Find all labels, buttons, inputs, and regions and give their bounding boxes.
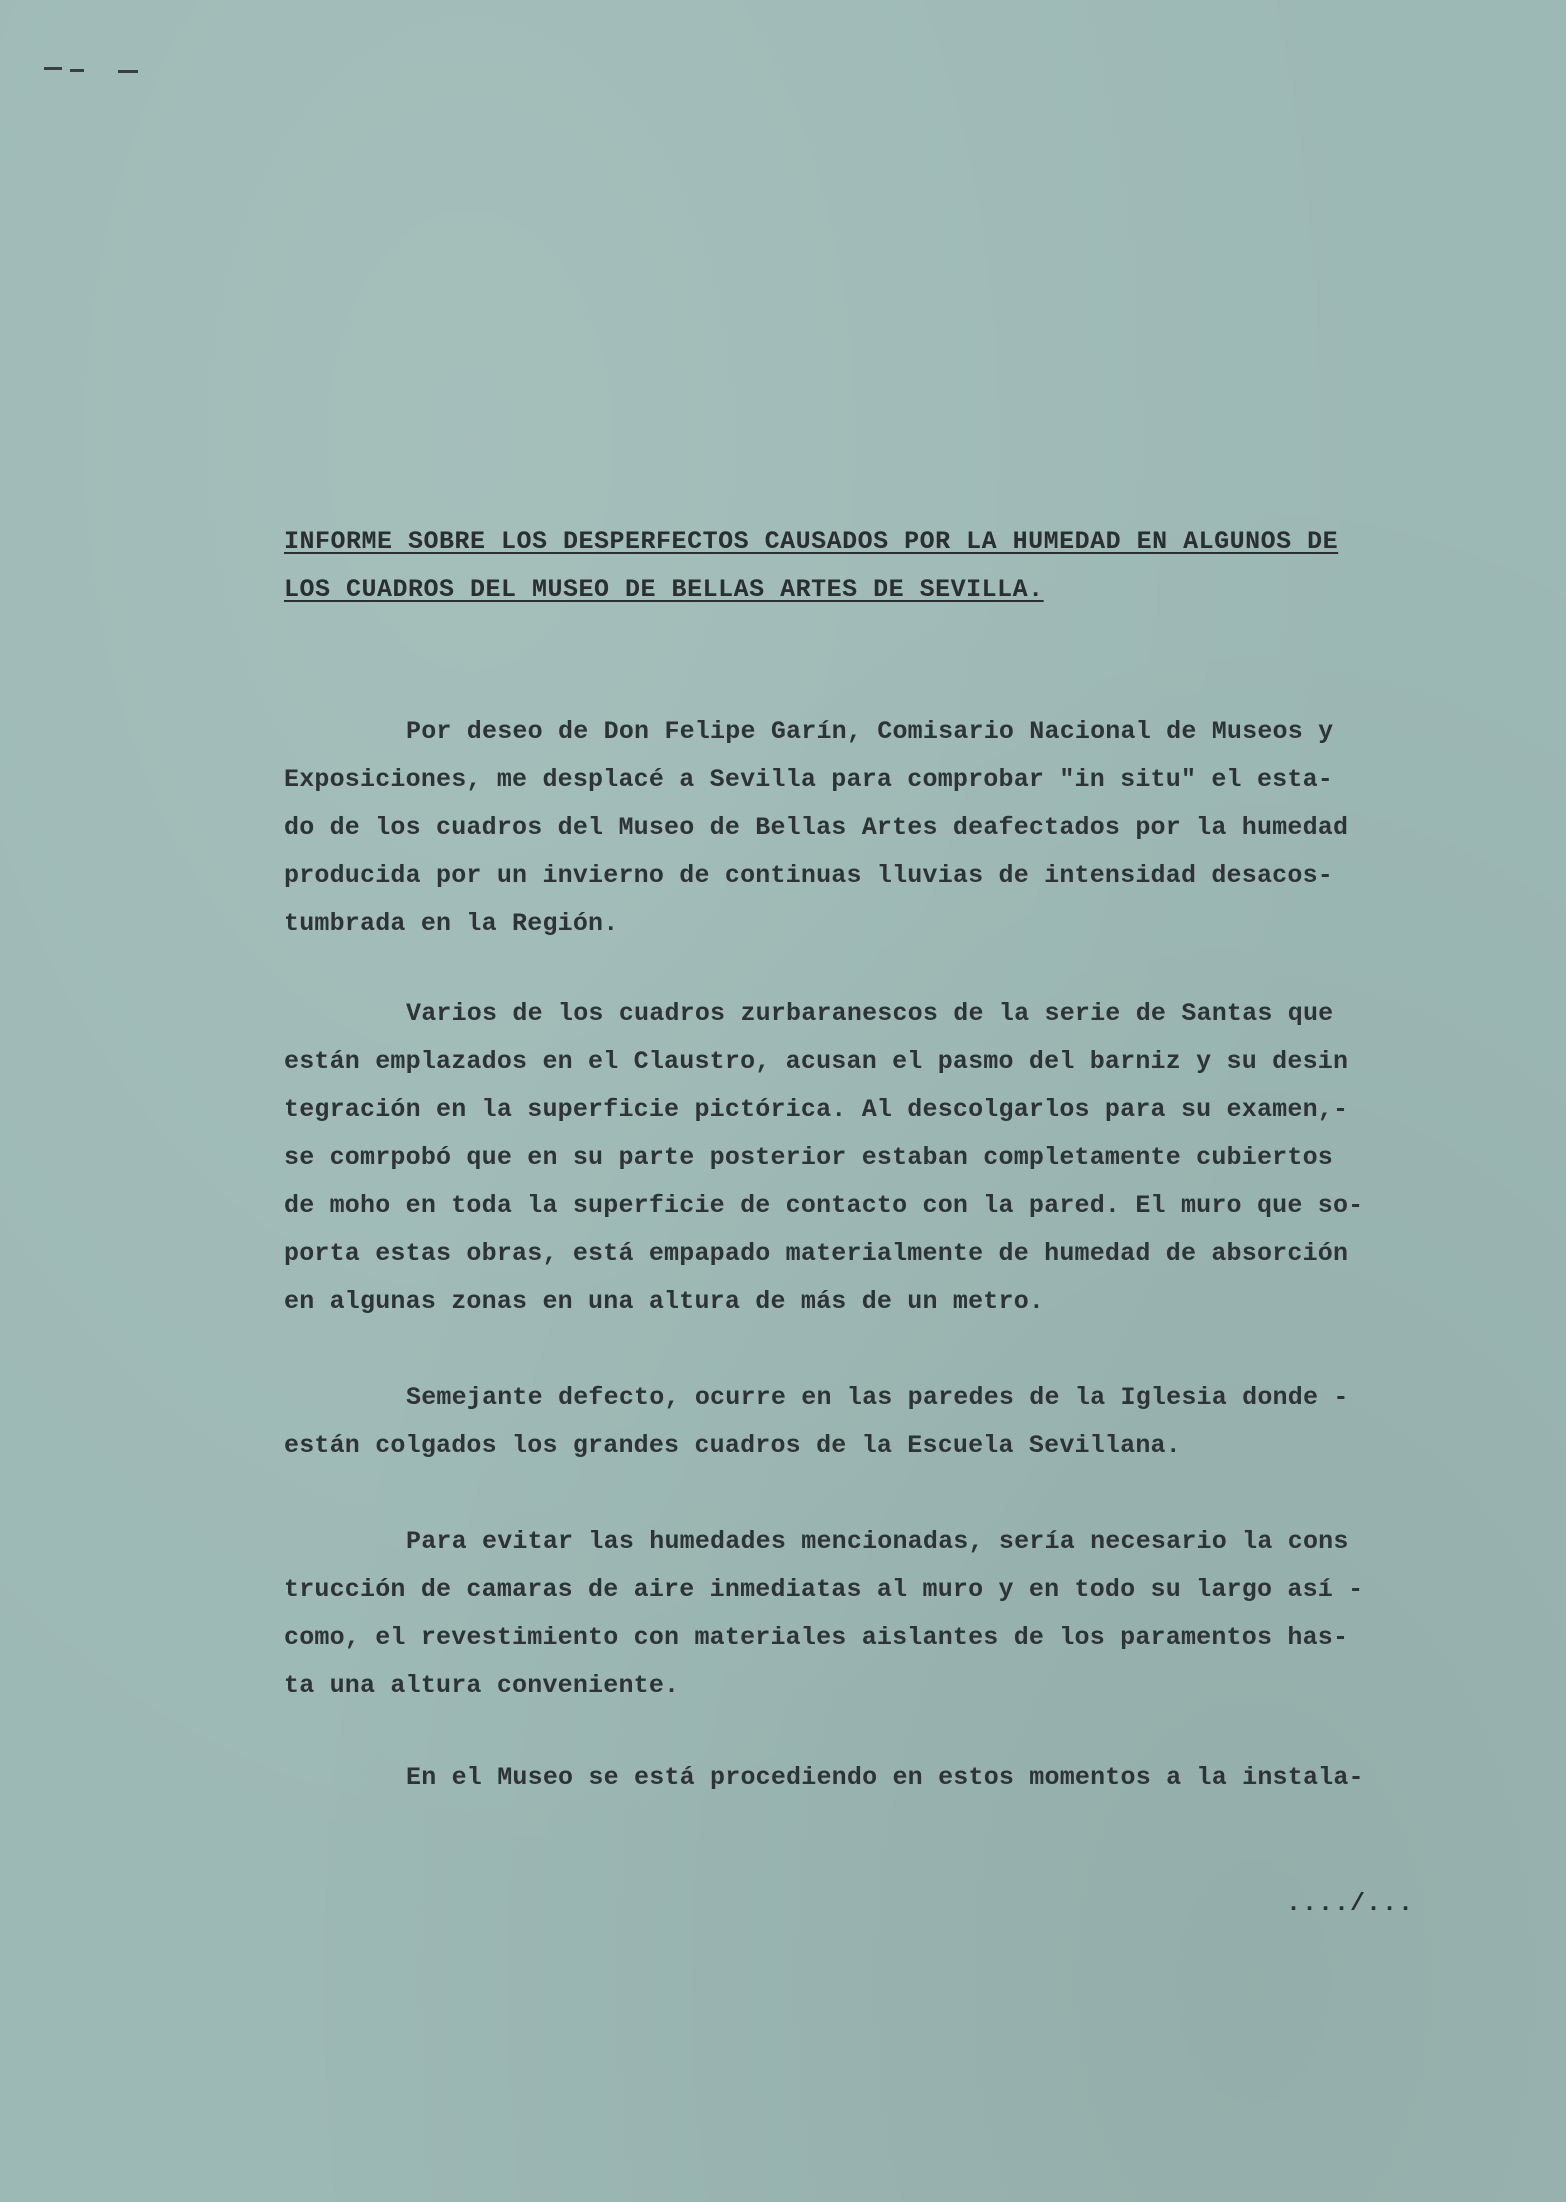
document-title [284, 518, 1384, 614]
text-line: tegración en la superficie pictórica. Al descolgarlos para su examen,- [284, 1095, 1349, 1124]
paragraph-4 [284, 1518, 1404, 1710]
text-line: Por deseo de Don Felipe Garín, Comisario Nacional de Museos y [406, 717, 1334, 746]
text-line: tumbrada en la Región. [284, 909, 619, 938]
paragraph-2 [284, 990, 1404, 1326]
paragraph-5 [284, 1754, 1404, 1802]
paragraph-1 [284, 708, 1404, 948]
paragraph-3 [284, 1374, 1404, 1470]
text-line: En el Museo se está procediendo en estos momentos a la instala- [406, 1763, 1364, 1792]
edge-mark [44, 64, 144, 74]
text-line: do de los cuadros del Museo de Bellas Artes deafectados por la humedad [284, 813, 1349, 842]
text-line: de moho en toda la superficie de contacto con la pared. El muro que so- [284, 1191, 1364, 1220]
text-line: Para evitar las humedades mencionadas, sería necesario la cons [406, 1527, 1349, 1556]
text-line: producida por un invierno de continuas lluvias de intensidad desacos- [284, 861, 1333, 890]
title-line-1: INFORME SOBRE LOS DESPERFECTOS CAUSADOS POR LA HUMEDAD EN ALGUNOS DE [284, 527, 1339, 556]
text-line: Varios de los cuadros zurbaranescos de la serie de Santas que [406, 999, 1334, 1028]
text-line: en algunas zonas en una altura de más de un metro. [284, 1287, 1045, 1316]
text-line: se comrpobó que en su parte posterior estaban completamente cubiertos [284, 1143, 1333, 1172]
text-line: Semejante defecto, ocurre en las paredes de la Iglesia donde - [406, 1383, 1349, 1412]
text-line: ta una altura conveniente. [284, 1671, 680, 1700]
title-line-2: LOS CUADROS DEL MUSEO DE BELLAS ARTES DE SEVILLA. [284, 575, 1044, 604]
text-line: porta estas obras, está empapado materialmente de humedad de absorción [284, 1239, 1349, 1268]
text-line: como, el revestimiento con materiales aislantes de los paramentos has- [284, 1623, 1349, 1652]
text-line: trucción de camaras de aire inmediatas al muro y en todo su largo así - [284, 1575, 1364, 1604]
text-line: Exposiciones, me desplacé a Sevilla para comprobar "in situ" el esta- [284, 765, 1333, 794]
continuation-marker: ..../... [1286, 1889, 1415, 1918]
text-line: están emplazados en el Claustro, acusan el pasmo del barniz y su desin [284, 1047, 1349, 1076]
text-line: están colgados los grandes cuadros de la Escuela Sevillana. [284, 1431, 1181, 1460]
